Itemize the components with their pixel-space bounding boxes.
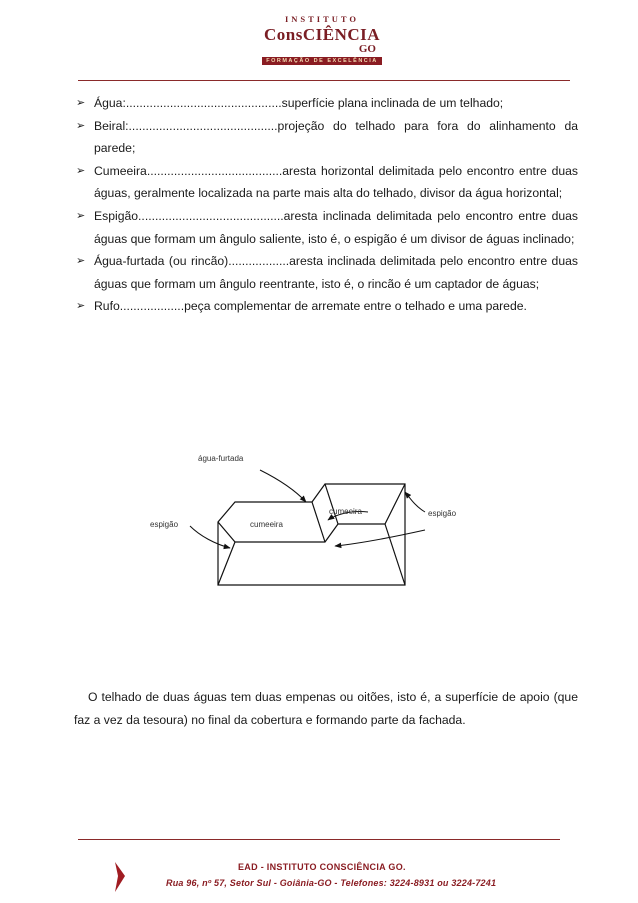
footer (114, 858, 524, 898)
definition-term: Água-furtada (ou rincão).................. (94, 254, 290, 269)
list-item (74, 295, 578, 318)
label-espigao-left: espigão (150, 520, 179, 529)
arrow-bullet-icon (76, 92, 85, 115)
arrow-bullet-icon (76, 295, 85, 318)
definition-desc: aresta inclinada delimitada pelo encontro entre duas águas que formam um ângulo reentrante, isto é, o rincão é um captador de águas; (94, 254, 578, 291)
footer-divider (78, 839, 560, 840)
list-item (74, 160, 578, 205)
institute-logo (262, 14, 382, 78)
logo-main-text: ConsCIÊNCIA (263, 25, 381, 44)
logo-band-text: FORMAÇÃO DE EXCELÊNCIA (262, 57, 382, 65)
arrow-bullet-icon (76, 160, 85, 183)
list-item (74, 205, 578, 250)
definition-term: Beiral:............................................ (94, 118, 278, 133)
label-cumeeira-right: cumeeira (329, 507, 362, 516)
definition-desc: aresta inclinada delimitada pelo encontro entre duas águas que formam um ângulo saliente, isto é, o espigão é um divisor de águas inclinado; (94, 208, 578, 246)
definition-term: Espigão........................................... (94, 208, 284, 223)
definition-term: Rufo................... (94, 299, 185, 314)
arrow-bullet-icon (76, 250, 85, 273)
definition-desc: aresta horizontal delimitada pelo encontro entre duas águas, geralmente localizada na parte mais alta do telhado, divisor da água horizontal; (94, 163, 578, 201)
definitions-list (74, 92, 578, 318)
definition-desc: projeção do telhado para fora do alinhamento da parede; (94, 118, 578, 156)
definition-term: Cumeeira........................................ (94, 163, 283, 178)
footer-logo-mark-icon (114, 862, 126, 892)
arrow-bullet-icon (76, 115, 85, 138)
paragraph-text: O telhado de duas águas tem duas empenas ou oitões, isto é, a superfície de apoio (que faz a vez da tesoura) no final da cobertura e formando parte da fachada. (74, 690, 578, 727)
list-item (74, 115, 578, 160)
roof-outline (218, 484, 405, 585)
body-paragraph (74, 686, 578, 732)
header-divider (78, 80, 570, 81)
label-cumeeira-left: cumeeira (250, 520, 283, 529)
logo-top-text: INSTITUTO (284, 14, 360, 24)
logo-go-text: GO (358, 43, 376, 55)
definition-term: Água:.............................................. (94, 96, 282, 110)
footer-title: EAD - INSTITUTO CONSCIÊNCIA GO. (238, 862, 406, 872)
list-item (74, 250, 578, 295)
roof-diagram (140, 440, 500, 590)
list-item (74, 92, 578, 115)
label-agua-furtada: água-furtada (198, 454, 244, 463)
definition-desc: superfície plana inclinada de um telhado; (281, 96, 504, 110)
label-espigao-right: espigão (428, 509, 457, 518)
label-arrows (190, 470, 425, 548)
footer-address: Rua 96, nº 57, Setor Sul - Goiânia-GO - Telefones: 3224-8931 ou 3224-7241 (166, 878, 497, 888)
definition-desc: peça complementar de arremate entre o telhado e uma parede. (184, 299, 527, 314)
arrow-bullet-icon (76, 205, 85, 228)
